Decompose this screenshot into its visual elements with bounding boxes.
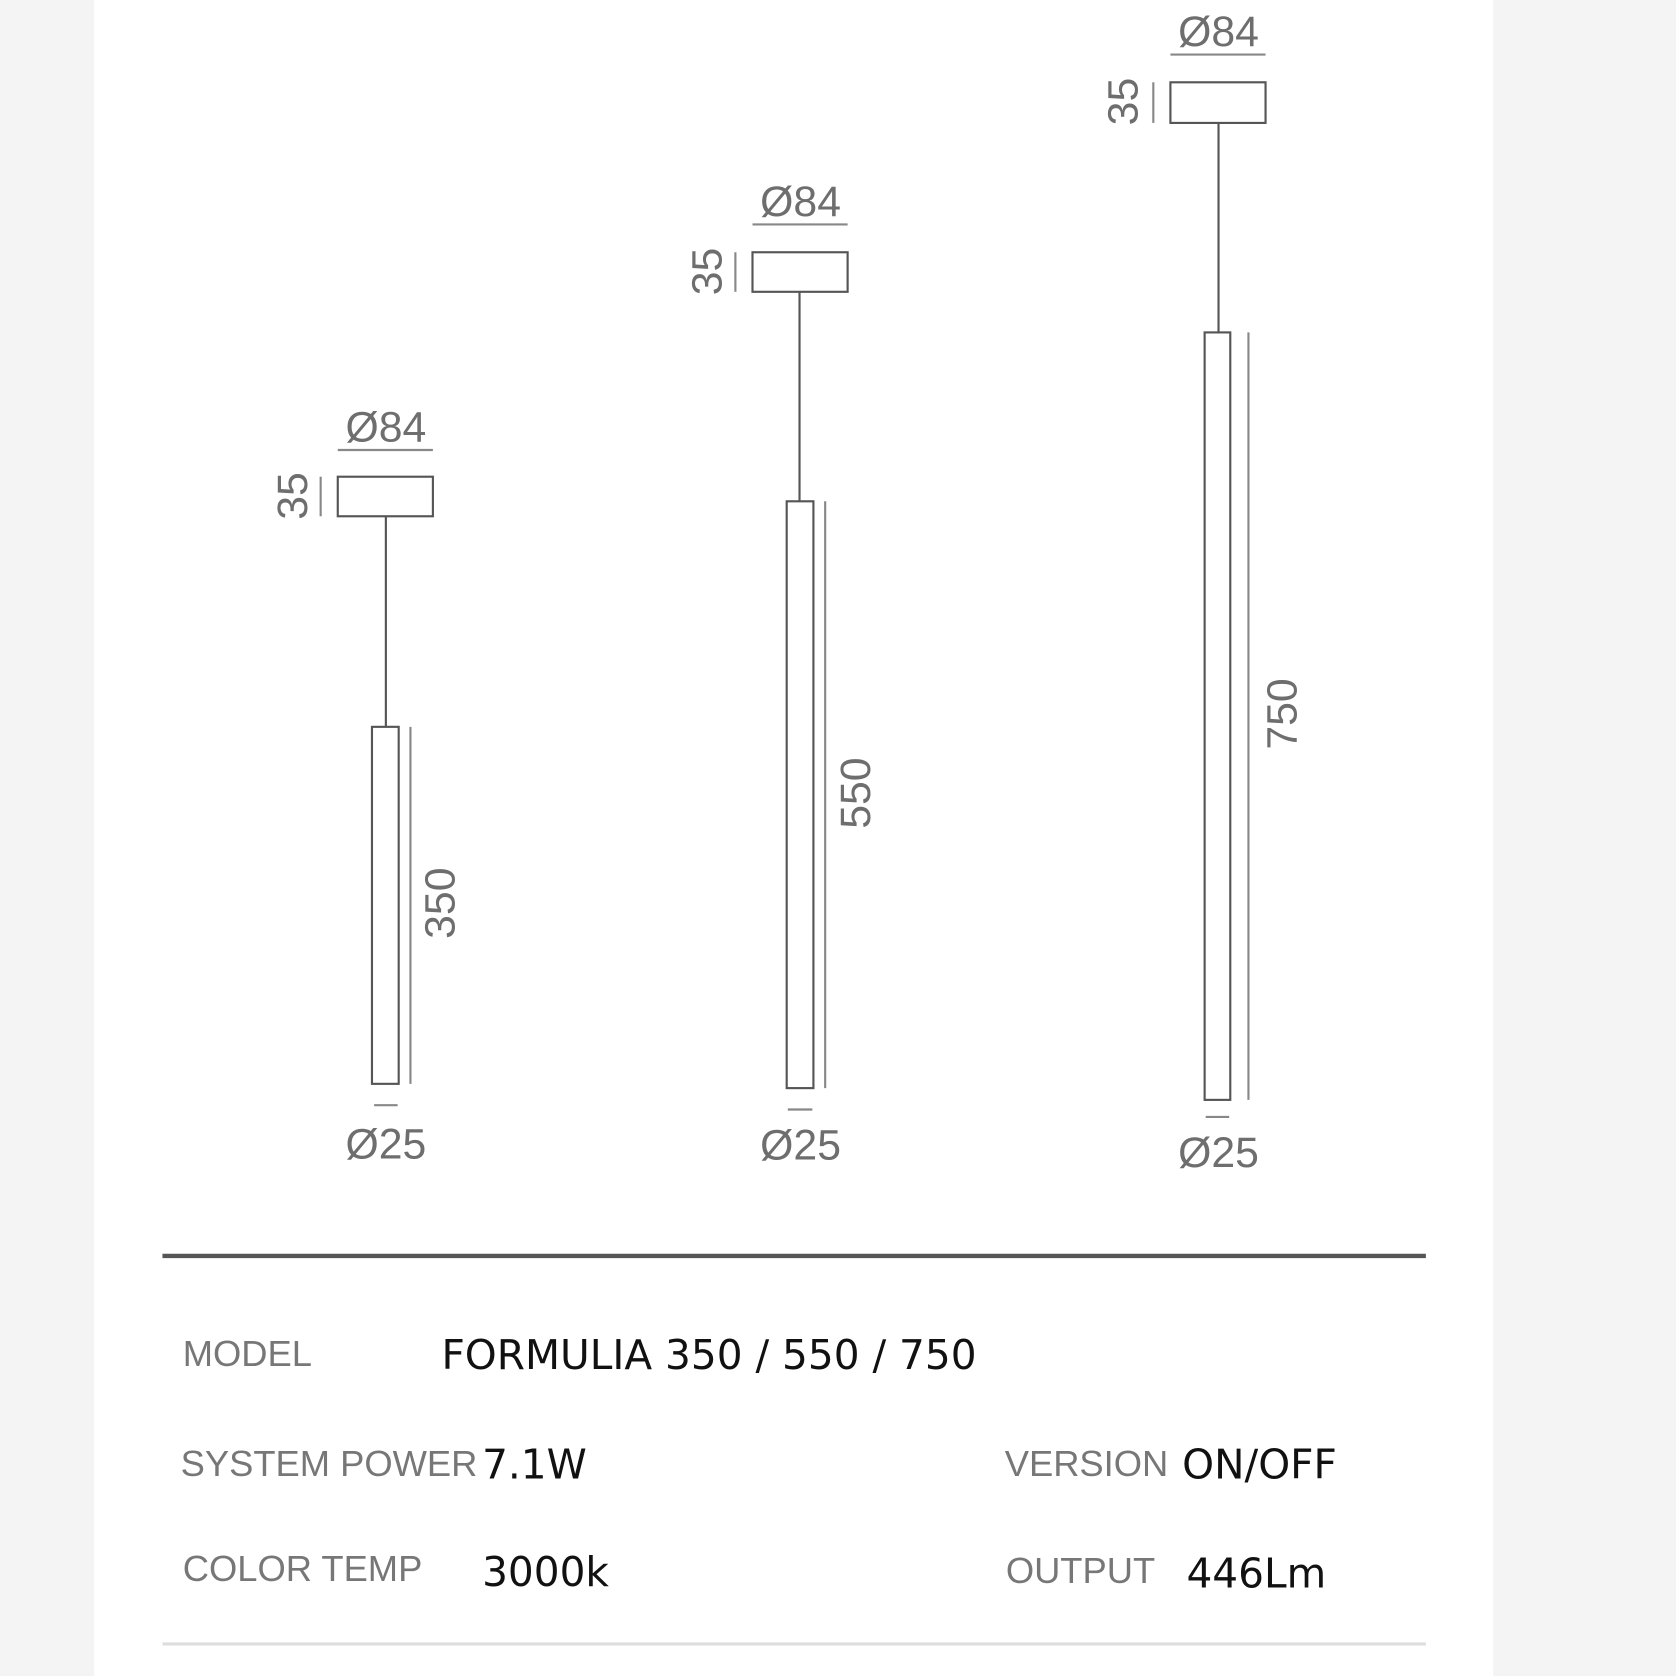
output-label: OUTPUT [1005, 1550, 1156, 1592]
output-value: 446Lm [1186, 1549, 1327, 1598]
color-temp-value: 3000k [482, 1548, 609, 1597]
canopy-diameter-label: Ø84 [345, 403, 427, 452]
model-label: MODEL [182, 1333, 312, 1375]
canopy-height-label: 35 [268, 472, 317, 520]
canopy-height-label: 35 [683, 247, 732, 296]
tube-length-label: 550 [832, 757, 881, 829]
canopy-diameter-label: Ø84 [760, 177, 841, 226]
tube-diameter-label: Ø25 [1178, 1129, 1259, 1178]
tube-length-label: 350 [416, 867, 465, 939]
version-label: VERSION [1004, 1443, 1169, 1485]
system-power-label: SYSTEM POWER [180, 1443, 478, 1485]
system-power-value: 7.1W [482, 1440, 587, 1489]
color-temp-label: COLOR TEMP [182, 1547, 423, 1589]
canopy-height-label: 35 [1099, 77, 1148, 126]
model-value: FORMULIA 350 / 550 / 750 [441, 1331, 977, 1380]
tube-length-label: 750 [1258, 678, 1307, 750]
version-value: ON/OFF [1182, 1440, 1337, 1489]
tube-diameter-label: Ø25 [345, 1120, 427, 1169]
canopy-diameter-label: Ø84 [1178, 7, 1259, 56]
tube-diameter-label: Ø25 [760, 1121, 841, 1170]
